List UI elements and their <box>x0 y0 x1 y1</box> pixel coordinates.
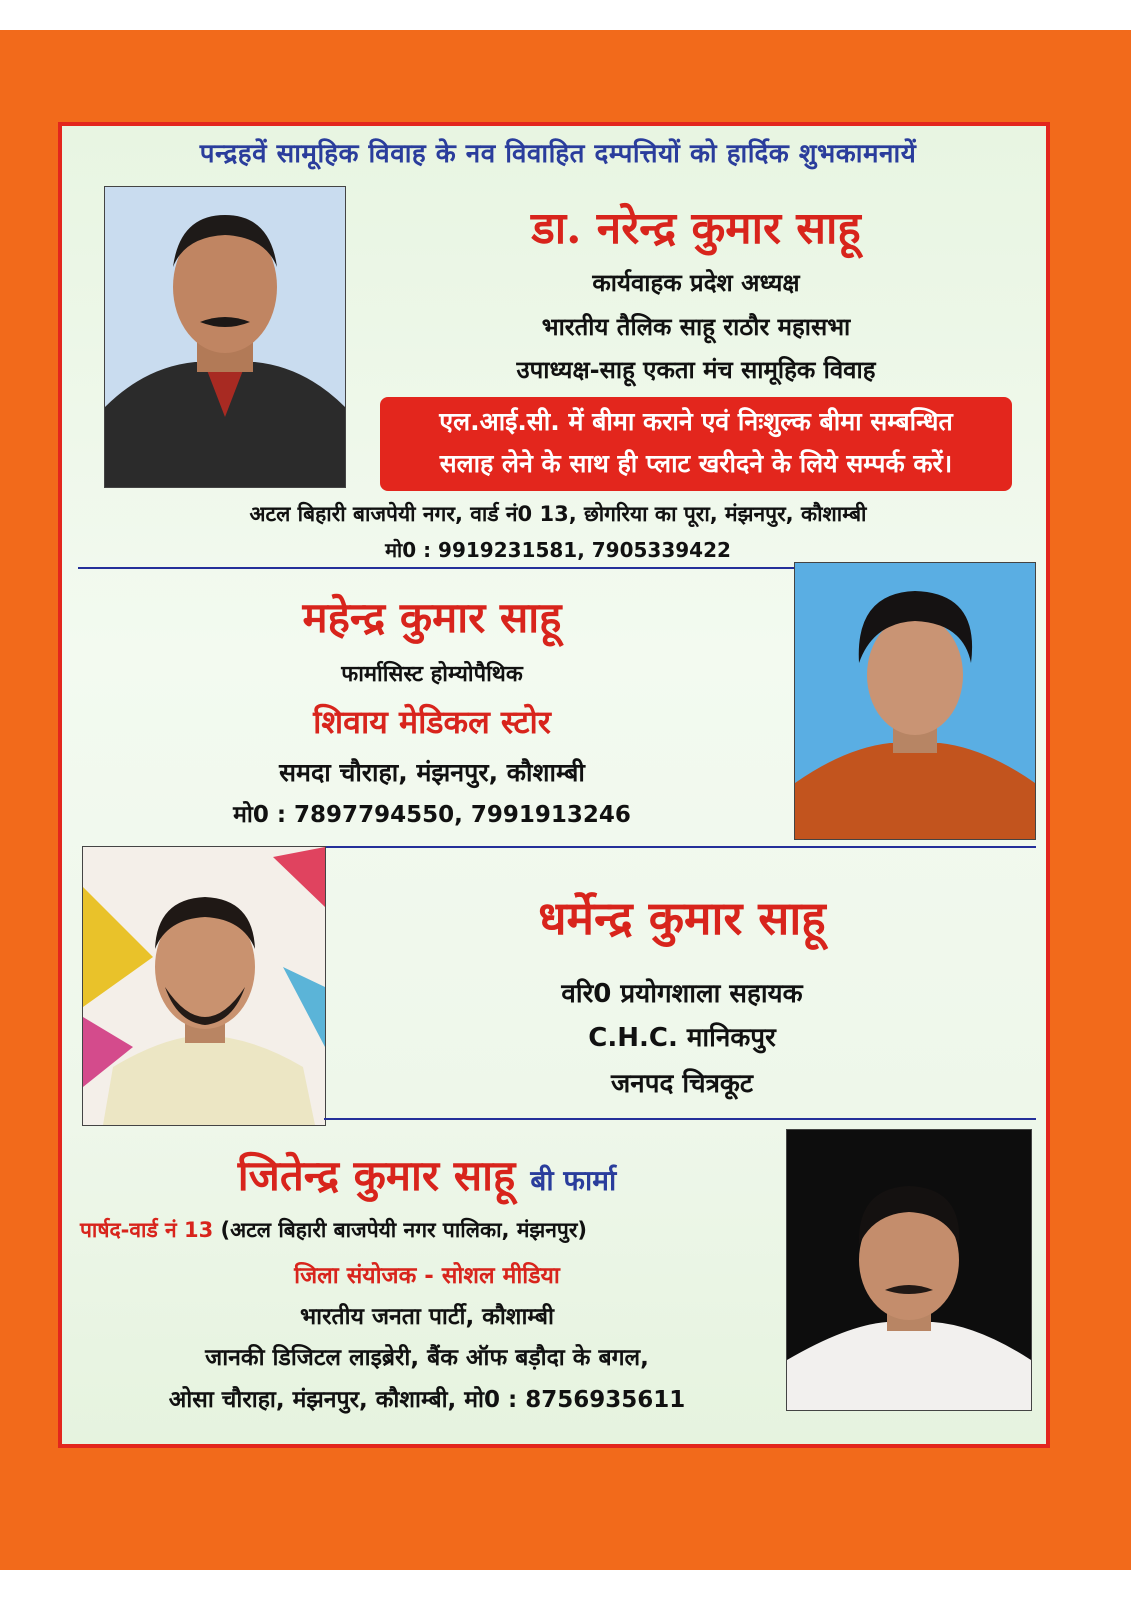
person4-ward-red: पार्षद-वार्ड नं 13 <box>80 1218 214 1242</box>
headline: पन्द्रहवें सामूहिक विवाह के नव विवाहित दम्पत्तियों को हार्दिक शुभकामनायें <box>199 139 917 169</box>
person4-ward-row <box>80 1216 780 1244</box>
photo-person2 <box>794 562 1036 840</box>
photo-person3 <box>82 846 326 1126</box>
person4-party: भारतीय जनता पार्टी, कौशाम्बी <box>300 1304 554 1330</box>
person4-name-row <box>82 1146 772 1203</box>
promo-box <box>380 397 1012 491</box>
poster-card <box>58 122 1050 1448</box>
person3-name: धर्मेन्द्र कुमार साहू <box>538 891 826 945</box>
photo-person4 <box>786 1129 1032 1411</box>
person4-ward-black: (अटल बिहारी बाजपेयी नगर पालिका, मंझनपुर) <box>220 1218 588 1242</box>
person4-address-1: जानकी डिजिटल लाइब्रेरी, बैंक ऑफ बड़ौदा के बगल, <box>205 1345 649 1371</box>
divider-1 <box>78 567 796 569</box>
person1-address: अटल बिहारी बाजपेयी नगर, वार्ड नं0 13, छोगरिया का पूरा, मंझनपुर, कौशाम्बी <box>249 502 867 526</box>
person1-line-2: भारतीय तैलिक साहू राठौर महासभा <box>541 313 851 341</box>
person3-line-1: वरि0 प्रयोगशाला सहायक <box>561 979 803 1009</box>
promo-line-2: सलाह लेने के साथ ही प्लाट खरीदने के लिये सम्पर्क करें। <box>439 449 953 478</box>
person2-phone: मो0 : 7897794550, 7991913246 <box>233 802 631 828</box>
person4-degree: बी फार्मा <box>530 1164 617 1197</box>
person2-store: शिवाय मेडिकल स्टोर <box>313 703 551 741</box>
person1-name: डा. नरेन्द्र कुमार साहू <box>531 203 861 254</box>
person2-name: महेन्द्र कुमार साहू <box>302 593 562 642</box>
person4-address-2: ओसा चौराहा, मंझनपुर, कौशाम्बी, मो0 : 8756935611 <box>168 1387 686 1413</box>
promo-line-1: एल.आई.सी. में बीमा कराने एवं निःशुल्क बीमा सम्बन्धित <box>439 407 953 436</box>
person1-line-1: कार्यवाहक प्रदेश अध्यक्ष <box>592 269 800 297</box>
person4-role: जिला संयोजक - सोशल मीडिया <box>294 1263 560 1289</box>
divider-3 <box>324 1118 1036 1120</box>
divider-2 <box>324 846 1036 848</box>
person2-address: समदा चौराहा, मंझनपुर, कौशाम्बी <box>279 758 585 787</box>
person3-line-2: C.H.C. मानिकपुर <box>588 1023 776 1053</box>
photo-person1 <box>104 186 346 488</box>
person1-line-3: उपाध्यक्ष-साहू एकता मंच सामूहिक विवाह <box>516 356 876 384</box>
person2-role: फार्मासिस्ट होम्योपैथिक <box>341 662 523 687</box>
person1-phone: मो0 : 9919231581, 7905339422 <box>385 538 731 562</box>
person4-name: जितेन्द्र कुमार साहू <box>237 1151 516 1200</box>
person3-line-3: जनपद चित्रकूट <box>610 1069 754 1099</box>
